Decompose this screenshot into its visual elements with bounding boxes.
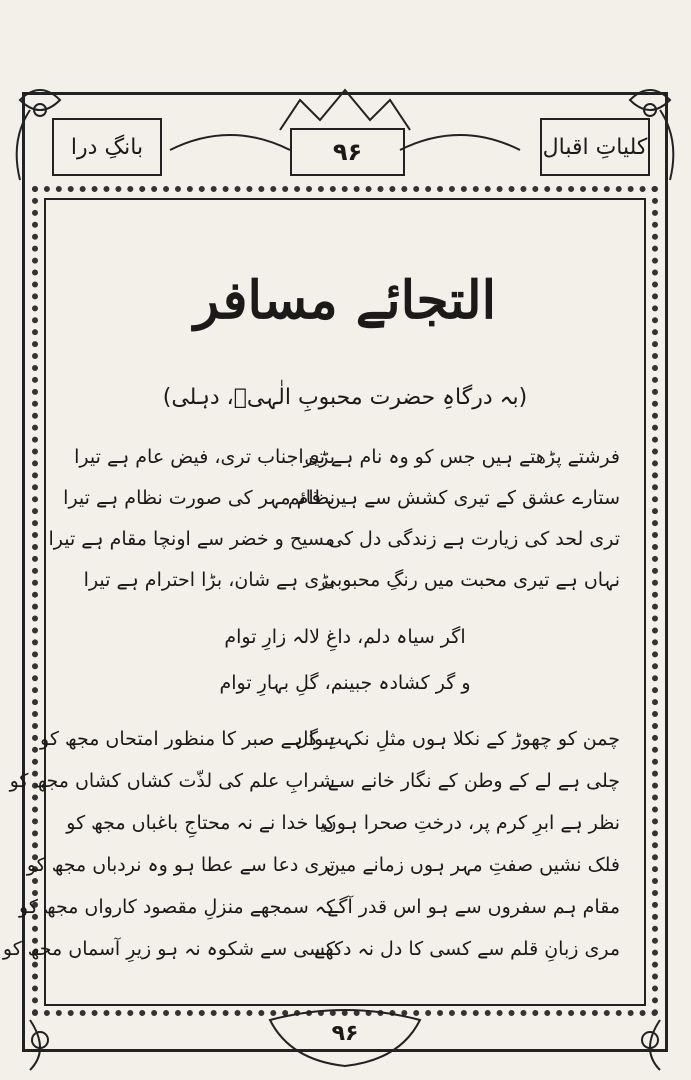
verse-line: مری زبانِ قلم سے کسی کا دل نہ دکھے: [314, 938, 620, 960]
verse-line: بڑی جناب تری، فیض عام ہے تیرا: [74, 446, 335, 468]
interlude-line: اگر سیاہ دلم، داغِ لالہ زارِ توام: [224, 626, 466, 648]
verse-line: چمن کو چھوڑ کے نکلا ہوں مثلِ نکہتِ گل: [294, 728, 620, 750]
section-title: بانگِ درا: [52, 118, 162, 176]
verse-line: تری دعا سے عطا ہو وہ نردباں مجھ کو: [26, 854, 335, 876]
book-title: کلیاتِ اقبال: [540, 118, 650, 176]
interlude-line: و گر کشادہ جبینم، گلِ بہارِ توام: [219, 672, 471, 694]
verse-line: نظر ہے ابرِ کرم پر، درختِ صحرا ہوں: [322, 812, 620, 834]
verse-line: مقام ہم سفروں سے ہو اس قدر آگے: [327, 896, 620, 918]
verse-line: شرابِ علم کی لذّت کشاں کشاں مجھ کو: [9, 770, 335, 792]
verse-line: کہ سمجھے منزلِ مقصود کارواں مجھ کو: [19, 896, 335, 918]
verse-line: کسی سے شکوہ نہ ہو زیرِ آسماں مجھ کو: [2, 938, 335, 960]
poem-title: التجائے مسافر: [193, 270, 497, 331]
verse-line: چلی ہے لے کے وطن کے نگار خانے سے: [327, 770, 620, 792]
poem-subtitle: (بہ درگاہِ حضرت محبوبِ الٰہیؒ، دہلی): [162, 385, 528, 410]
page-number-top: ۹۶: [290, 128, 405, 176]
page-number-bottom: ۹۶: [331, 1020, 359, 1046]
verse-line: نظام مہر کی صورت نظام ہے تیرا: [63, 487, 335, 509]
verse-line: مسیح و خضر سے اونچا مقام ہے تیرا: [48, 528, 335, 550]
verse-line: تری لحد کی زیارت ہے زندگی دل کی: [328, 528, 620, 550]
verse-line: نہاں ہے تیری محبت میں رنگِ محبوبی: [321, 569, 620, 591]
verse-line: فرشتے پڑھتے ہیں جس کو وہ نام ہے تیرا: [298, 446, 620, 468]
verse-line: فلک نشیں صفتِ مہر ہوں زمانے میں: [325, 854, 620, 876]
verse-line: ستارے عشق کے تیری کشش سے ہیں قائم: [287, 487, 620, 509]
verse-line: ہوا ہے صبر کا منظور امتحاں مجھ کو: [40, 728, 335, 750]
verse-line: بڑی ہے شان، بڑا احترام ہے تیرا: [83, 569, 335, 591]
verse-line: کیا خدا نے نہ محتاجِ باغباں مجھ کو: [66, 812, 335, 834]
